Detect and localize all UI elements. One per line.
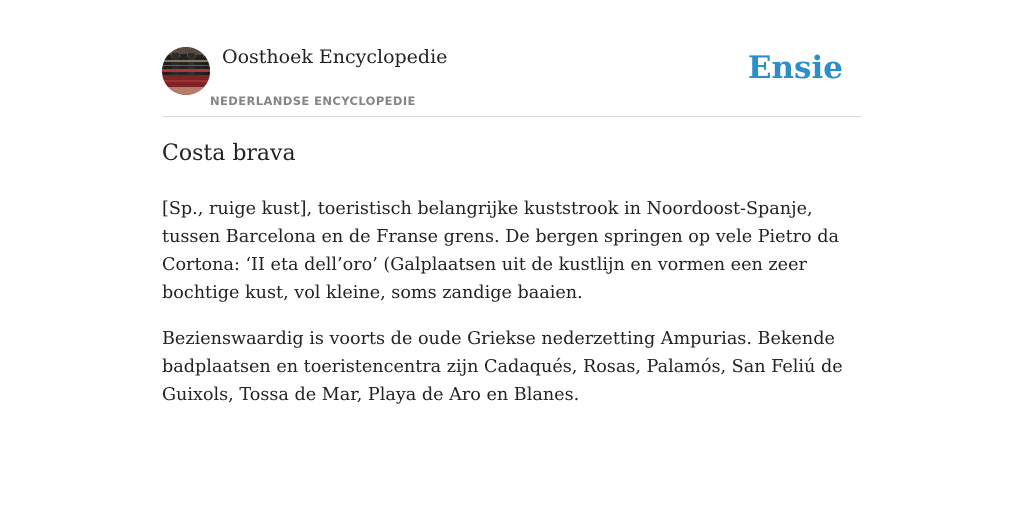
books-logo-icon[interactable]: [162, 47, 210, 95]
brand-logo[interactable]: Ensie: [747, 50, 843, 86]
article-paragraph: Bezienswaardig is voorts de oude Griekse nederzetting Ampurias. Bekende badplaatsen en toeristencentra zijn Cadaqués, Rosas, Palamós, San Feliú de Guixols, Tossa de Mar, Playa de Aro en Blanes.: [162, 329, 843, 405]
site-name[interactable]: Oosthoek Encyclopedie: [222, 46, 448, 68]
article: [162, 139, 867, 409]
site-header: [162, 46, 862, 117]
article-paragraph: [Sp., ruige kust], toeristisch belangrijke kuststrook in Noordoost-Spanje, tussen Barcelona en de Franse grens. De bergen springen op vele Pietro da Cortona: ‘II eta dell’oro’ (Galplaatsen uit de kustlijn en vormen een zeer bochtige kust, vol kleine, soms zandige baaien.: [162, 199, 839, 303]
article-title: Costa brava: [162, 141, 296, 166]
site-subtitle: NEDERLANDSE ENCYCLOPEDIE: [210, 94, 416, 108]
